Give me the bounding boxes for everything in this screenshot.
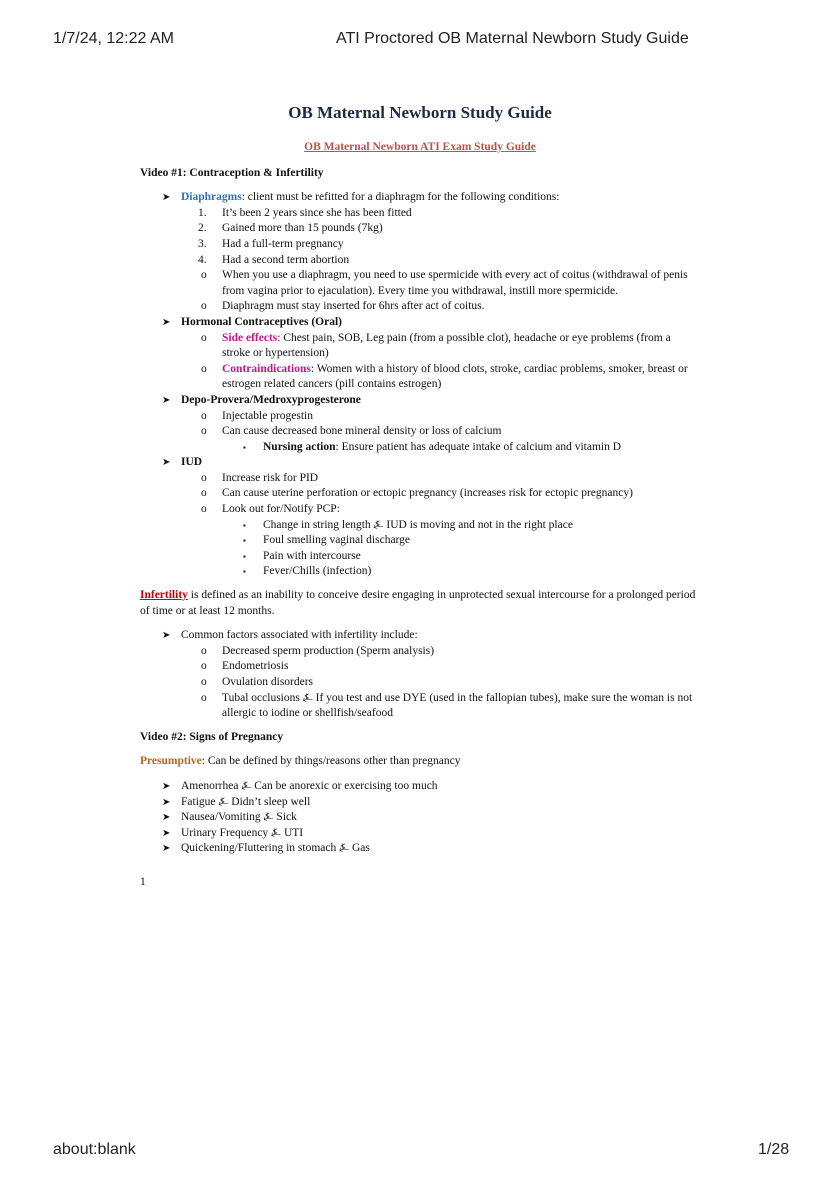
bullet-sign — [140, 841, 700, 857]
arrow-bullet-icon: ➤ — [162, 630, 171, 642]
page-subtitle: OB Maternal Newborn ATI Exam Study Guide — [304, 141, 536, 153]
infertility-paragraph — [140, 588, 700, 619]
sub-bullet — [140, 268, 700, 299]
number-label: 3. — [198, 237, 207, 250]
square-bullet — [140, 564, 700, 580]
square-bullet-nursing-action — [140, 440, 700, 456]
numbered-item — [140, 221, 700, 237]
bullet-sign — [140, 779, 700, 795]
arrow-bullet-icon: ➤ — [162, 843, 171, 855]
sub-bullet — [140, 409, 700, 425]
sub-bullet-contraindications — [140, 362, 700, 393]
page-number: 1 — [140, 875, 146, 888]
sub-bullet — [140, 659, 700, 675]
sub-bullet — [140, 299, 700, 315]
circle-bullet-icon: o — [201, 676, 207, 688]
sub-bullet-text: Increase risk for PID — [222, 471, 319, 484]
bullet-hormonal-contraceptives — [140, 315, 700, 331]
term-presumptive: Presumptive — [140, 755, 202, 768]
sub-bullet-text: When you use a diaphragm, you need to use spermicide with every act of coitus (withdrawal of penis from vagina prior to ejaculation). Every time you withdrawal, instill more spermicide. — [222, 269, 688, 297]
sub-bullet-text: Decreased sperm production (Sperm analysis) — [222, 644, 435, 657]
side-effects-text: : Chest pain, SOB, Leg pain (from a possible clot), headache or eye problems (from a stroke or hypertension) — [222, 331, 671, 360]
print-timestamp: 1/7/24, 12:22 AM — [53, 30, 174, 47]
arrow-bullet-icon: ➤ — [162, 827, 171, 839]
square-bullet — [140, 533, 700, 549]
presumptive-text: : Can be defined by things/reasons other than pregnancy — [201, 755, 461, 768]
bullet-sign — [140, 810, 700, 826]
sign-text: Quickening/Fluttering in stomach ⍼ Gas — [181, 842, 370, 855]
circle-bullet-icon: o — [201, 331, 207, 344]
square-bullet-icon: ▪ — [243, 442, 246, 452]
sub-bullet — [140, 502, 700, 518]
contraindications-text: : Women with a history of blood clots, stroke, cardiac problems, smoker, breast or estrogen related cancers (pill contains estrogen) — [222, 362, 688, 391]
section-heading-video-1: Video #1: Contraception & Infertility — [140, 166, 324, 179]
circle-bullet-icon: o — [201, 409, 207, 422]
square-bullet-icon: ▪ — [243, 536, 246, 546]
circle-bullet-icon: o — [201, 269, 207, 282]
term-infertility: Infertility — [140, 589, 188, 602]
arrow-bullet-icon: ➤ — [162, 457, 171, 469]
bullet-iud — [140, 455, 700, 471]
circle-bullet-icon: o — [201, 487, 207, 500]
numbered-item-text: Had a full-term pregnancy — [222, 237, 344, 250]
sub-bullet-text: Can cause decreased bone mineral density or loss of calcium — [222, 425, 502, 438]
circle-bullet-icon: o — [201, 691, 207, 704]
side-effects-label: Side effects — [222, 331, 278, 344]
bullet-sign — [140, 795, 700, 811]
print-document-title: ATI Proctored OB Maternal Newborn Study Guide — [336, 30, 689, 47]
presumptive-paragraph — [140, 754, 700, 770]
circle-bullet-icon: o — [201, 660, 207, 673]
square-bullet-text: Pain with intercourse — [263, 549, 361, 562]
nursing-action-text: : Ensure patient has adequate intake of calcium and vitamin D — [335, 440, 622, 453]
bullet-diaphragms — [140, 190, 700, 206]
numbered-item-text: Gained more than 15 pounds (7kg) — [222, 222, 383, 235]
contraindications-label: Contraindications — [222, 362, 311, 375]
sub-bullet-text: Can cause uterine perforation or ectopic pregnancy (increases risk for ectopic pregnancy) — [222, 487, 633, 500]
diaphragms-intro: : client must be refitted for a diaphragm for the following conditions: — [241, 191, 560, 204]
circle-bullet-icon: o — [201, 503, 207, 516]
sign-text: Fatigue ⍼ Didn’t sleep well — [181, 795, 311, 808]
bullet-depo-provera — [140, 393, 700, 409]
iud-heading: IUD — [181, 456, 203, 469]
arrow-bullet-icon: ➤ — [162, 796, 171, 808]
square-bullet-text: Foul smelling vaginal discharge — [263, 534, 411, 547]
numbered-item-text: Had a second term abortion — [222, 253, 350, 266]
sign-text: Urinary Frequency ⍼ UTI — [181, 826, 304, 839]
sub-bullet — [140, 644, 700, 660]
square-bullet-text: Fever/Chills (infection) — [263, 565, 372, 578]
circle-bullet-icon: o — [201, 644, 207, 657]
sub-bullet-text: Injectable progestin — [222, 409, 314, 422]
sub-bullet — [140, 486, 700, 502]
section-heading-video-2: Video #2: Signs of Pregnancy — [140, 730, 284, 743]
number-label: 2. — [198, 222, 207, 235]
number-label: 4. — [198, 253, 207, 266]
sub-bullet-text: Diaphragm must stay inserted for 6hrs after act of coitus. — [222, 300, 485, 313]
sub-bullet — [140, 691, 700, 722]
numbered-item-text: It’s been 2 years since she has been fitted — [222, 206, 412, 219]
arrow-bullet-icon: ➤ — [162, 316, 171, 328]
sign-text: Amenorrhea ⍼ Can be anorexic or exercising too much — [181, 779, 438, 792]
arrow-bullet-icon: ➤ — [162, 812, 171, 824]
document-body — [140, 102, 700, 891]
square-bullet-icon: ▪ — [243, 551, 246, 561]
sign-text: Nausea/Vomiting ⍼ Sick — [181, 811, 297, 824]
square-bullet — [140, 549, 700, 565]
numbered-item — [140, 206, 700, 222]
arrow-bullet-icon: ➤ — [162, 192, 171, 204]
square-bullet-icon: ▪ — [243, 520, 246, 530]
square-bullet-icon: ▪ — [243, 567, 246, 577]
sub-bullet — [140, 675, 700, 691]
circle-bullet-icon: o — [201, 425, 207, 438]
sub-bullet-text: Ovulation disorders — [222, 676, 314, 688]
sub-bullet-text: Tubal occlusions ⍼ If you test and use DYE (used in the fallopian tubes), make sure the woman is not allergic to iodine or shellfish/seafood — [222, 691, 693, 720]
square-bullet-text: Change in string length ⍼ IUD is moving and not in the right place — [263, 518, 573, 531]
square-bullet — [140, 518, 700, 534]
term-diaphragms: Diaphragms — [181, 191, 242, 204]
print-page-count: 1/28 — [758, 1141, 790, 1158]
bullet-sign — [140, 826, 700, 842]
sub-bullet-side-effects — [140, 331, 700, 362]
arrow-bullet-icon: ➤ — [162, 394, 171, 406]
arrow-bullet-icon: ➤ — [162, 780, 171, 792]
number-label: 1. — [198, 206, 207, 219]
infertility-factors-intro: Common factors associated with infertility include: — [181, 629, 418, 642]
infertility-definition: is defined as an inability to conceive desire engaging in unprotected sexual intercourse for a prolonged period of time or at least 12 months. — [140, 589, 696, 617]
circle-bullet-icon: o — [201, 300, 207, 313]
sub-bullet-text: Look out for/Notify PCP: — [222, 503, 340, 516]
sub-bullet — [140, 424, 700, 440]
bullet-infertility-factors — [140, 628, 700, 644]
print-url: about:blank — [53, 1141, 136, 1158]
circle-bullet-icon: o — [201, 471, 207, 484]
hormonal-heading: Hormonal Contraceptives (Oral) — [181, 315, 342, 328]
circle-bullet-icon: o — [201, 362, 207, 375]
page-title: OB Maternal Newborn Study Guide — [288, 103, 552, 122]
sub-bullet — [140, 471, 700, 487]
sub-bullet-text: Endometriosis — [222, 660, 289, 673]
nursing-action-label: Nursing action — [263, 440, 336, 453]
numbered-item — [140, 237, 700, 253]
numbered-item — [140, 253, 700, 269]
depo-heading: Depo-Provera/Medroxyprogesterone — [181, 393, 361, 406]
